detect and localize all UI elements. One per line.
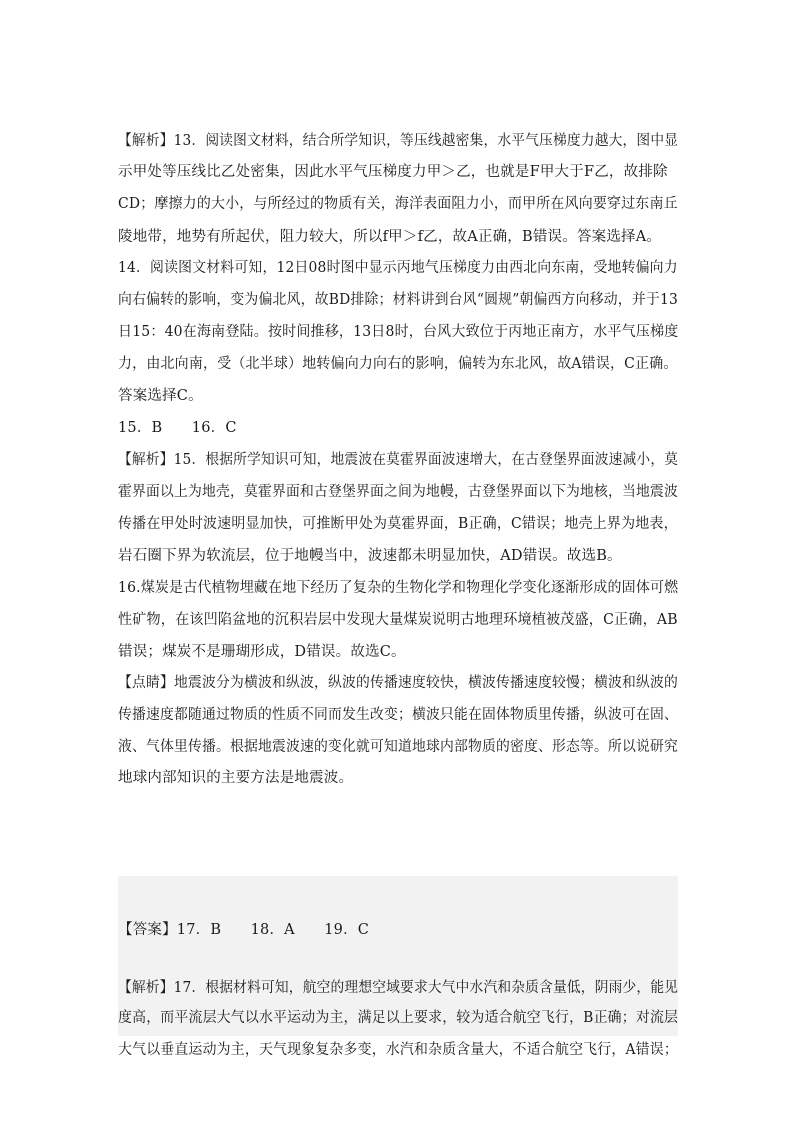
text-line: 16.煤炭是古代植物埋藏在地下经历了复杂的生物化学和物理化学变化逐渐形成的固体可燃: [118, 580, 679, 596]
answer-line: 【答案】17．B 18．A 19．C: [118, 922, 370, 938]
text-line: 答案选择C。: [118, 388, 203, 404]
text-line: 日15：40在海南登陆。按时间推移，13日8时，台风大致位于丙地正南方，水平气压梯度: [118, 324, 679, 340]
text-line: 力，由北向南，受（北半球）地转偏向力向右的影响，偏转为东北风，故A错误，C正确。: [118, 356, 678, 372]
text-line: 传播在甲处时波速明显加快，可推断甲处为莫霍界面，B正确，C错误；地壳上界为地表，: [118, 516, 678, 532]
text-line: 传播速度都随通过物质的性质不同而发生改变；横波只能在固体物质里传播，纵波可在固、: [118, 707, 678, 723]
text-line: 性矿物，在该凹陷盆地的沉积岩层中发现大量煤炭说明古地理环境植被茂盛，C正确，AB: [118, 612, 678, 628]
text-line: 液、气体里传播。根据地震波速的变化就可知道地球内部物质的密度、形态等。所以说研究: [118, 739, 678, 755]
text-line: 霍界面以上为地壳，莫霍界面和古登堡界面之间为地幔，古登堡界面以下为地核，当地震波: [118, 484, 678, 500]
text-line: 度高，而平流层大气以水平运动为主，满足以上要求，较为适合航空飞行，B正确；对流层: [118, 1010, 679, 1026]
answer-line: 15．B 16．C: [118, 420, 237, 436]
text-line: 【解析】15．根据所学知识可知，地震波在莫霍界面波速增大，在古登堡界面波速减小，莫: [118, 452, 679, 468]
text-line: 【解析】13．阅读图文材料，结合所学知识，等压线越密集，水平气压梯度力越大，图中显: [118, 133, 679, 149]
text-line: 地球内部知识的主要方法是地震波。: [118, 770, 354, 786]
text-line: 陵地带，地势有所起伏，阻力较大，所以f甲＞f乙，故A正确，B错误。答案选择A。: [118, 229, 662, 245]
text-line: 错误；煤炭不是珊瑚形成，D错误。故选C。: [118, 644, 406, 660]
text-line: 向右偏转的影响，变为偏北风，故BD排除；材料讲到台风“圆规”朝偏西方向移动，并于13: [118, 292, 678, 308]
text-line: 14．阅读图文材料可知，12日08时图中显示丙地气压梯度力由西北向东南，受地转偏向力: [118, 260, 678, 276]
text-line: 示甲处等压线比乙处密集，因此水平气压梯度力甲＞乙，也就是F甲大于F乙，故排除: [118, 164, 668, 180]
text-line: 【点睛】地震波分为横波和纵波，纵波的传播速度较快，横波传播速度较慢；横波和纵波的: [118, 675, 678, 691]
text-line: 岩石圈下界为软流层，位于地幔当中，波速都未明显加快，AD错误。故选B。: [118, 548, 622, 564]
text-line: 【解析】17．根据材料可知，航空的理想空域要求大气中水汽和杂质含量低，阴雨少，能见: [118, 980, 679, 996]
text-line: CD；摩擦力的大小，与所经过的物质有关，海洋表面阻力小，而甲所在风向要穿过东南丘: [118, 196, 678, 212]
text-line: 大气以垂直运动为主，天气现象复杂多变，水汽和杂质含量大，不适合航空飞行，A错误；: [118, 1042, 678, 1058]
